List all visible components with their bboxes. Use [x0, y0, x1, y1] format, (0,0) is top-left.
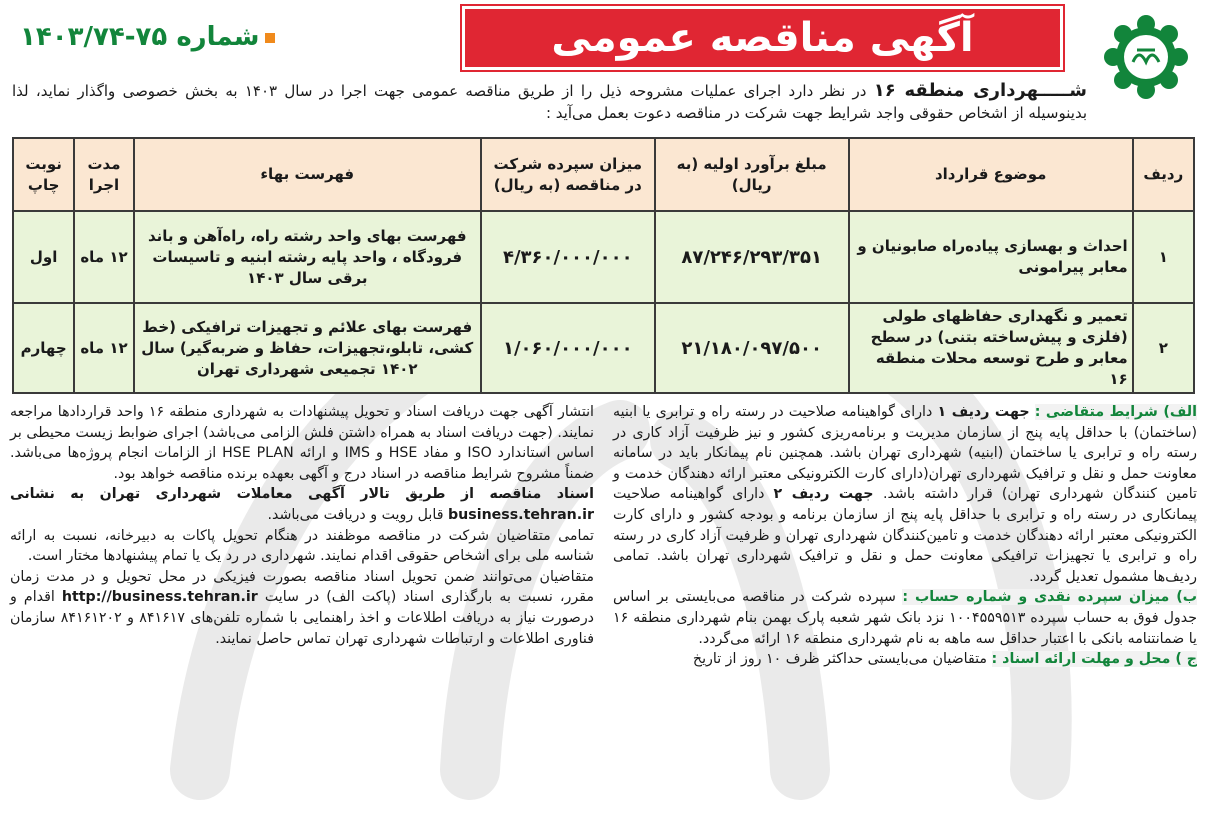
paragraph-documents [10, 484, 594, 525]
header-deposit: میزان سپرده شرکت در مناقصه (به ریال) [481, 138, 655, 211]
cell-subject: تعمیر و نگهداری حفاظهای طولی (فلزی و پیش‌ساخته بتنی) در سطح معابر و طرح توسعه محلات منطقه ۱۶ [849, 303, 1133, 393]
cell-estimate: ۲۱/۱۸۰/۰۹۷/۵۰۰ [655, 303, 849, 393]
cell-estimate: ۸۷/۲۴۶/۲۹۳/۳۵۱ [655, 211, 849, 303]
section-b-heading: ب) میزان سپرده نقدی و شماره حساب : [902, 589, 1197, 606]
row1-text: دارای گواهینامه صلاحیت در رسته راه و ترابری یا ابنیه (ساختمان) با حداقل پایه پنج از سازمان مدیریت و برنامه‌ریزی کشور و نیز ظرفیت آزاد کاری در رسته راه و ترابری یا ساختمان (ابنیه) شهرداری تهران باشد. همچنین نام پیمانکار باید در سامانه معاونت حمل و نقل و ترافیک شهرداری تهران(دارای کارت الکترونیکی معتبر ارائه دهندگان خدمت و تامین کنندگان شهرداری تهران) قرار داشته باشد. [613, 404, 1197, 503]
conditions-column [613, 402, 1197, 670]
section-b-text: سپرده شرکت در مناقصه می‌بایستی بر اساس جدول فوق به حساب سپرده ۱۰۰۴۵۵۹۵۱۳ نزد بانک شهر شعبه پارک بهمن بنام شهرداری منطقه ۱۶ یا ضمانتنامه بانکی با اعتبار حداقل سه ماهه به نام شهرداری منطقه ۱۶ ارائه می‌گردد. [613, 589, 1197, 647]
header-row-no: ردیف [1133, 138, 1194, 211]
documents-text-end: قابل رویت و دریافت می‌باشد. [267, 506, 448, 523]
intro-text: در نظر دارد اجرای عملیات مشروحه ذیل را از طریق مناقصه عمومی جهت اجرا در سال ۱۴۰۳ به بخش خصوصی واگذار نماید، لذا بدینوسیله از اشخاص حقوقی واجد شرایط جهت شرکت در مناقصه دعوت بعمل می‌آید : [12, 82, 1087, 122]
section-c-text: متقاضیان می‌بایستی حداکثر ظرف ۱۰ روز از تاریخ [692, 651, 992, 668]
notice-title: آگهی مناقصه عمومی [462, 6, 1063, 70]
cell-deposit: ۴/۳۶۰/۰۰۰/۰۰۰ [481, 211, 655, 303]
tender-table [12, 137, 1195, 394]
header-price-list: فهرست بهاء [134, 138, 481, 211]
bullet-square-icon [265, 33, 275, 43]
table-header-row [13, 138, 1194, 211]
section-c [613, 649, 1197, 670]
row2-heading: جهت ردیف ۲ [773, 486, 884, 503]
row1-heading: جهت ردیف ۱ [937, 404, 1030, 420]
intro-org: شـــــهرداری منطقه ۱۶ [873, 80, 1087, 101]
upload-text-end: اقدام و درصورت نیاز به دریافت اطلاعات و اخذ راهنمایی با شماره تلفن‌های ۸۴۱۶۱۷ و ۸۴۱۶۱۲۰۲ سازمان فناوری اطلاعات و ارتباطات شهرداری تهران تماس حاصل نمایند. [10, 589, 594, 647]
notice-number [20, 22, 275, 52]
cell-row-no: ۱ [1133, 211, 1194, 303]
header-subject: موضوع قرارداد [849, 138, 1133, 211]
documents-url[interactable]: business.tehran.ir [448, 506, 594, 523]
cell-print: چهارم [13, 303, 74, 393]
instructions-column [10, 402, 594, 649]
paragraph-upload [10, 567, 594, 649]
header-estimate: مبلغ برآورد اولیه (به ریال) [655, 138, 849, 211]
section-a-heading: الف) شرایط متقاضی : [1034, 404, 1197, 420]
section-b [613, 587, 1197, 649]
notice-number-text: شماره ۷۵-۱۴۰۳/۷۴ [20, 22, 260, 52]
upload-url[interactable]: http://business.tehran.ir [61, 589, 258, 606]
upload-text: متقاضیان می‌توانند ضمن تحویل اسناد مناقصه بصورت فیزیکی در محل تحویل و در مدت زمان مقرر، نسبت به بارگذاری اسناد (پاکت الف) در سایت [10, 568, 594, 606]
cell-row-no: ۲ [1133, 303, 1194, 393]
cell-price-list: فهرست بهای علائم و تجهیزات ترافیکی (خط کشی، تابلو،تجهیزات، حفاظ و ضربه‌گیر) سال ۱۴۰۲ تجمیعی شهرداری تهران [134, 303, 481, 393]
header-duration: مدت اجرا [74, 138, 133, 211]
cell-print: اول [13, 211, 74, 303]
header-print: نوبت چاپ [13, 138, 74, 211]
paragraph-national-id: تمامی متقاضیان شرکت در مناقصه موظفند در هنگام تحویل پاکات به دبیرخانه، نسبت به ارائه شناسه ملی برای اشخاص حقوقی اقدام نمایند. شهرداری در رد یک یا تمام پیشنهادها مختار است. [10, 527, 594, 565]
table-row [13, 211, 1194, 303]
cell-duration: ۱۲ ماه [74, 303, 133, 393]
section-a [613, 402, 1197, 587]
cell-price-list: فهرست بهای واحد رشته راه، راه‌آهن و باند فرودگاه ، واحد پایه رشته ابنیه و تاسیسات برقی سال ۱۴۰۳ [134, 211, 481, 303]
intro-paragraph [12, 80, 1087, 124]
cell-subject: احداث و بهسازی پیاده‌راه صابونیان و معابر پیرامونی [849, 211, 1133, 303]
cell-deposit: ۱/۰۶۰/۰۰۰/۰۰۰ [481, 303, 655, 393]
row2-text: دارای گواهینامه صلاحیت پیمانکاری در رسته راه و ترابری با حداقل پایه پنج از سازمان برنامه و بودجه کشور و دارای کارت الکترونیکی معتبر ارائه دهندگان خدمت و تامین‌کنندگان شهرداری تهران و ظرفیت آزاد کاری در رسته راه و ترابری یا تجهیزات ترافیکی معاونت حمل و نقل و ترافیک شهرداری تهران باشد. تمامی ردیف‌ها مشمول تعدیل گردد. [613, 486, 1197, 585]
cell-duration: ۱۲ ماه [74, 211, 133, 303]
section-c-heading: ج ) محل و مهلت ارائه اسناد : [991, 651, 1197, 668]
table-row [13, 303, 1194, 393]
tehran-municipality-logo [1091, 12, 1201, 102]
paragraph-submission: انتشار آگهی جهت دریافت اسناد و تحویل پیشنهادات به شهرداری منطقه ۱۶ واحد قراردادها مراجعه نمایند. (جهت دریافت اسناد به همراه داشتن فلش الزامی می‌باشد) اجرای ضوابط زیست محیطی بر اساس استاندارد ISO و مفاد HSE و IMS و ارائه HSE PLAN از الزامات انجام پروژه‌ها می‌باشد. ضمناً مشروح شرایط مناقصه در اسناد درج و آگهی بعهده برنده مناقصه خواهد بود. [10, 404, 594, 482]
documents-text: اسناد مناقصه از طریق تالار آگهی معاملات شهرداری تهران به نشانی [10, 486, 594, 503]
